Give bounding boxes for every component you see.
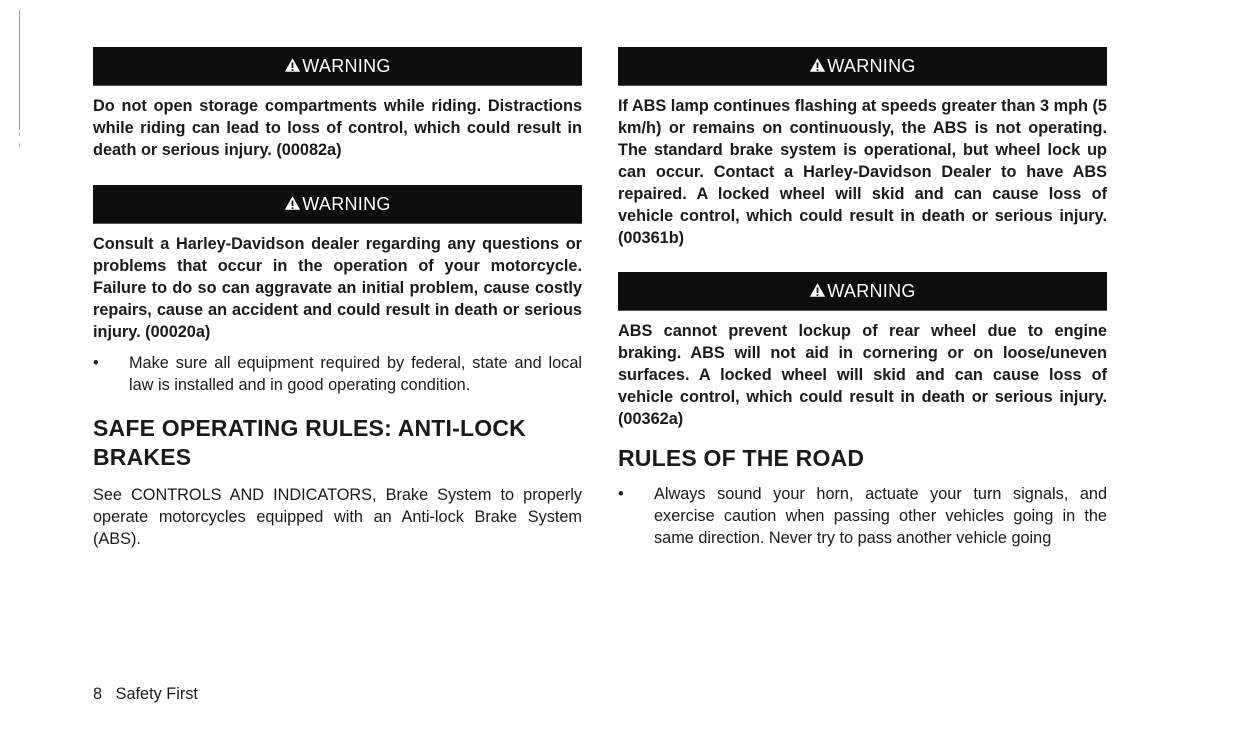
warning-banner xyxy=(618,272,1107,311)
warning-label: WARNING xyxy=(302,193,391,214)
page-footer xyxy=(93,685,198,704)
bullet-marker: • xyxy=(618,485,624,503)
bullet-text: Always sound your horn, actuate your turn signals, and exercise caution when passing other vehicles going in the same direction. Never try to pass another vehicle going xyxy=(654,485,1107,547)
right-column xyxy=(618,47,1107,549)
page-number: 8 xyxy=(93,685,103,703)
bullet-text: Make sure all equipment required by federal, state and local law is installed and in good operating condition. xyxy=(129,354,582,394)
list-item xyxy=(93,352,582,396)
scan-margin-mark xyxy=(19,143,20,147)
warning-label: WARNING xyxy=(827,280,916,301)
list-item xyxy=(618,483,1107,549)
warning-triangle-icon xyxy=(809,57,826,73)
warning-text-storage: Do not open storage compartments while riding. Distractions while riding can lead to loss of control, which could result in death or serious injury. (00082a) xyxy=(93,97,582,159)
scan-margin-mark xyxy=(19,132,20,136)
scan-margin-line xyxy=(19,10,20,130)
warning-triangle-icon xyxy=(284,195,301,211)
body-text-abs: See CONTROLS AND INDICATORS, Brake System to properly operate motorcycles equipped with an Anti-lock Brake System (ABS). xyxy=(93,486,582,548)
warning-text-abs-lamp: If ABS lamp continues flashing at speeds greater than 3 mph (5 km/h) or remains on continuously, the ABS is not operating. The standard brake system is operational, but wheel lock up can occur. Contact a Harley-Davidson Dealer to have ABS repaired. A locked wheel will skid and can cause loss of vehicle control, which could result in death or serious injury. (00361b) xyxy=(618,97,1107,247)
warning-triangle-icon xyxy=(284,57,301,73)
warning-text-abs-lockup: ABS cannot prevent lockup of rear wheel due to engine braking. ABS will not aid in cornering or on loose/uneven surfaces. A locked wheel will skid and can cause loss of vehicle control, which could result in death or serious injury. (00362a) xyxy=(618,322,1107,428)
warning-banner xyxy=(93,185,582,224)
left-column xyxy=(93,47,582,550)
warning-label: WARNING xyxy=(827,55,916,76)
warning-banner xyxy=(93,47,582,86)
warning-banner xyxy=(618,47,1107,86)
warning-label: WARNING xyxy=(302,55,391,76)
section-heading-rules-of-road: RULES OF THE ROAD xyxy=(618,445,865,471)
warning-triangle-icon xyxy=(809,282,826,298)
bullet-marker: • xyxy=(93,354,99,372)
section-heading-anti-lock: SAFE OPERATING RULES: ANTI-LOCK BRAKES xyxy=(93,415,526,470)
section-name: Safety First xyxy=(115,685,198,703)
warning-text-dealer: Consult a Harley-Davidson dealer regarding any questions or problems that occur in the operation of your motorcycle. Failure to do so can aggravate an initial problem, cause costly repairs, cause an accident and could result in death or serious injury. (00020a) xyxy=(93,235,582,341)
